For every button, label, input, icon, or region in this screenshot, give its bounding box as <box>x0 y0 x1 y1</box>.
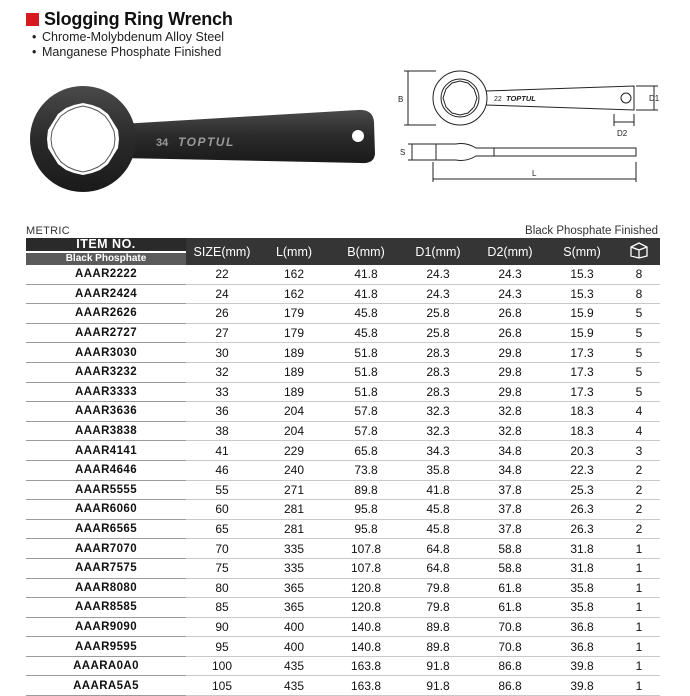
table-cell: 179 <box>258 323 330 343</box>
table-cell: 45.8 <box>402 500 474 520</box>
spec-table <box>26 238 660 696</box>
section-label: METRIC <box>26 225 70 237</box>
table-cell: 27 <box>186 323 258 343</box>
column-header: D2(mm) <box>474 238 546 265</box>
table-cell: 86.8 <box>474 676 546 696</box>
table-cell: 45.8 <box>330 323 402 343</box>
wrench-photo <box>28 84 392 194</box>
table-row <box>26 676 660 696</box>
table-cell: 90 <box>186 617 258 637</box>
table-cell: 89.8 <box>330 480 402 500</box>
table-header <box>26 238 660 265</box>
table-cell: 229 <box>258 441 330 461</box>
table-row <box>26 598 660 618</box>
column-header: D1(mm) <box>402 238 474 265</box>
table-cell: 2 <box>618 500 660 520</box>
table-cell: 5 <box>618 382 660 402</box>
table-cell: 61.8 <box>474 578 546 598</box>
table-cell: 1 <box>618 598 660 618</box>
table-cell: 95 <box>186 637 258 657</box>
table-cell: 29.8 <box>474 362 546 382</box>
table-cell: 24.3 <box>402 284 474 304</box>
dimension-drawing <box>396 62 666 192</box>
table-cell: 58.8 <box>474 539 546 559</box>
table-cell: 1 <box>618 656 660 676</box>
item-number-cell: AAARA0A0 <box>26 656 186 676</box>
table-cell: 140.8 <box>330 637 402 657</box>
item-number-cell: AAAR3030 <box>26 343 186 363</box>
table-cell: 34.3 <box>402 441 474 461</box>
table-cell: 65 <box>186 519 258 539</box>
table-cell: 86.8 <box>474 656 546 676</box>
table-cell: 58.8 <box>474 558 546 578</box>
table-cell: 163.8 <box>330 656 402 676</box>
table-cell: 28.3 <box>402 362 474 382</box>
item-number-cell: AAAR7575 <box>26 558 186 578</box>
table-cell: 4 <box>618 421 660 441</box>
table-row <box>26 362 660 382</box>
table-cell: 34.8 <box>474 441 546 461</box>
table-cell: 60 <box>186 500 258 520</box>
table-row <box>26 421 660 441</box>
table-cell: 73.8 <box>330 460 402 480</box>
drawing-brand-logo: TOPTUL <box>506 94 536 103</box>
table-cell: 64.8 <box>402 558 474 578</box>
table-row <box>26 304 660 324</box>
table-cell: 107.8 <box>330 539 402 559</box>
dim-label-b: B <box>398 95 404 104</box>
table-cell: 2 <box>618 460 660 480</box>
table-cell: 70.8 <box>474 637 546 657</box>
table-cell: 1 <box>618 558 660 578</box>
title-row <box>26 8 233 30</box>
table-cell: 24 <box>186 284 258 304</box>
table-cell: 24.3 <box>402 265 474 284</box>
table-cell: 36.8 <box>546 637 618 657</box>
item-number-cell: AAAR3333 <box>26 382 186 402</box>
table-cell: 120.8 <box>330 578 402 598</box>
item-number-cell: AAAR2727 <box>26 323 186 343</box>
table-cell: 17.3 <box>546 343 618 363</box>
dim-label-l: L <box>532 169 537 178</box>
red-square-icon <box>26 13 39 26</box>
table-cell: 32.3 <box>402 421 474 441</box>
item-no-header: ITEM NO. Black Phosphate <box>26 238 186 265</box>
table-cell: 162 <box>258 265 330 284</box>
table-cell: 28.3 <box>402 382 474 402</box>
table-cell: 335 <box>258 558 330 578</box>
table-cell: 32.8 <box>474 402 546 422</box>
table-cell: 105 <box>186 676 258 696</box>
table-cell: 25.3 <box>546 480 618 500</box>
table-row <box>26 480 660 500</box>
table-cell: 89.8 <box>402 617 474 637</box>
item-number-cell: AAAR7070 <box>26 539 186 559</box>
dim-label-d2: D2 <box>617 129 628 138</box>
finish-label: Black Phosphate Finished <box>525 225 658 237</box>
drawing-size-marking: 22 <box>494 96 502 103</box>
table-cell: 189 <box>258 362 330 382</box>
table-cell: 65.8 <box>330 441 402 461</box>
feature-list <box>32 30 224 60</box>
table-cell: 204 <box>258 421 330 441</box>
table-cell: 240 <box>258 460 330 480</box>
table-row <box>26 558 660 578</box>
table-cell: 26.8 <box>474 304 546 324</box>
table-cell: 36 <box>186 402 258 422</box>
table-cell: 15.9 <box>546 304 618 324</box>
table-cell: 70 <box>186 539 258 559</box>
table-cell: 22 <box>186 265 258 284</box>
dim-label-s: S <box>400 148 406 157</box>
table-cell: 140.8 <box>330 617 402 637</box>
table-cell: 61.8 <box>474 598 546 618</box>
item-number-cell: AAAR4141 <box>26 441 186 461</box>
table-cell: 51.8 <box>330 362 402 382</box>
item-number-cell: AAAR2424 <box>26 284 186 304</box>
table-cell: 24.3 <box>474 265 546 284</box>
table-cell: 37.8 <box>474 519 546 539</box>
photo-size-marking: 34 <box>156 137 169 149</box>
table-cell: 365 <box>258 578 330 598</box>
table-cell: 1 <box>618 617 660 637</box>
item-number-cell: AAAR3838 <box>26 421 186 441</box>
table-row <box>26 500 660 520</box>
table-row <box>26 323 660 343</box>
table-cell: 29.8 <box>474 343 546 363</box>
table-cell: 37.8 <box>474 500 546 520</box>
table-cell: 38 <box>186 421 258 441</box>
table-cell: 15.9 <box>546 323 618 343</box>
table-cell: 120.8 <box>330 598 402 618</box>
table-cell: 18.3 <box>546 402 618 422</box>
table-cell: 400 <box>258 637 330 657</box>
table-cell: 25.8 <box>402 304 474 324</box>
table-row <box>26 284 660 304</box>
table-cell: 4 <box>618 402 660 422</box>
table-cell: 34.8 <box>474 460 546 480</box>
table-row <box>26 519 660 539</box>
table-row <box>26 656 660 676</box>
table-cell: 17.3 <box>546 382 618 402</box>
table-cell: 107.8 <box>330 558 402 578</box>
table-cell: 45.8 <box>330 304 402 324</box>
table-cell: 35.8 <box>402 460 474 480</box>
table-cell: 91.8 <box>402 656 474 676</box>
table-cell: 435 <box>258 656 330 676</box>
table-row <box>26 343 660 363</box>
table-row <box>26 578 660 598</box>
table-row <box>26 539 660 559</box>
table-cell: 37.8 <box>474 480 546 500</box>
table-cell: 28.3 <box>402 343 474 363</box>
table-cell: 57.8 <box>330 421 402 441</box>
item-number-cell: AAAR3232 <box>26 362 186 382</box>
qty-column-header <box>618 238 660 265</box>
table-cell: 281 <box>258 519 330 539</box>
table-cell: 29.8 <box>474 382 546 402</box>
table-cell: 35.8 <box>546 578 618 598</box>
feature-item: • Manganese Phosphate Finished <box>32 45 222 59</box>
table-cell: 15.3 <box>546 265 618 284</box>
table-cell: 85 <box>186 598 258 618</box>
item-number-cell: AAAR8585 <box>26 598 186 618</box>
table-cell: 18.3 <box>546 421 618 441</box>
table-cell: 2 <box>618 480 660 500</box>
table-cell: 179 <box>258 304 330 324</box>
table-cell: 80 <box>186 578 258 598</box>
item-number-cell: AAAR9595 <box>26 637 186 657</box>
table-cell: 8 <box>618 284 660 304</box>
table-cell: 1 <box>618 637 660 657</box>
table-cell: 1 <box>618 578 660 598</box>
table-row <box>26 617 660 637</box>
table-cell: 33 <box>186 382 258 402</box>
table-cell: 89.8 <box>402 637 474 657</box>
table-cell: 22.3 <box>546 460 618 480</box>
table-row <box>26 402 660 422</box>
table-cell: 75 <box>186 558 258 578</box>
table-cell: 30 <box>186 343 258 363</box>
dim-label-d1: D1 <box>649 94 660 103</box>
table-cell: 35.8 <box>546 598 618 618</box>
feature-item: • Chrome-Molybdenum Alloy Steel <box>32 30 225 44</box>
carton-box-icon <box>629 241 649 259</box>
table-cell: 163.8 <box>330 676 402 696</box>
table-cell: 3 <box>618 441 660 461</box>
photo-brand-logo: TOPTUL <box>178 135 235 149</box>
table-cell: 31.8 <box>546 558 618 578</box>
item-number-cell: AAAR6565 <box>26 519 186 539</box>
table-cell: 41 <box>186 441 258 461</box>
table-cell: 162 <box>258 284 330 304</box>
table-cell: 41.8 <box>330 284 402 304</box>
table-cell: 79.8 <box>402 598 474 618</box>
table-cell: 2 <box>618 519 660 539</box>
table-cell: 365 <box>258 598 330 618</box>
item-number-cell: AAAR2626 <box>26 304 186 324</box>
table-cell: 26 <box>186 304 258 324</box>
table-cell: 8 <box>618 265 660 284</box>
table-cell: 189 <box>258 343 330 363</box>
table-cell: 45.8 <box>402 519 474 539</box>
table-cell: 5 <box>618 362 660 382</box>
table-cell: 24.3 <box>474 284 546 304</box>
column-header: S(mm) <box>546 238 618 265</box>
table-cell: 91.8 <box>402 676 474 696</box>
table-cell: 41.8 <box>330 265 402 284</box>
table-cell: 55 <box>186 480 258 500</box>
table-cell: 25.8 <box>402 323 474 343</box>
table-cell: 335 <box>258 539 330 559</box>
table-cell: 32.3 <box>402 402 474 422</box>
column-header: B(mm) <box>330 238 402 265</box>
table-cell: 26.3 <box>546 500 618 520</box>
table-cell: 189 <box>258 382 330 402</box>
item-number-cell: AAAR4646 <box>26 460 186 480</box>
table-cell: 1 <box>618 676 660 696</box>
item-number-cell: AAARA5A5 <box>26 676 186 696</box>
table-cell: 26.8 <box>474 323 546 343</box>
table-cell: 70.8 <box>474 617 546 637</box>
table-cell: 5 <box>618 343 660 363</box>
table-cell: 204 <box>258 402 330 422</box>
page-title: Slogging Ring Wrench <box>44 8 233 29</box>
table-cell: 95.8 <box>330 519 402 539</box>
table-row <box>26 460 660 480</box>
item-number-cell: AAAR3636 <box>26 402 186 422</box>
column-header: L(mm) <box>258 238 330 265</box>
table-row <box>26 265 660 284</box>
item-number-cell: AAAR5555 <box>26 480 186 500</box>
table-cell: 79.8 <box>402 578 474 598</box>
table-cell: 17.3 <box>546 362 618 382</box>
table-cell: 51.8 <box>330 343 402 363</box>
table-cell: 435 <box>258 676 330 696</box>
item-number-cell: AAAR6060 <box>26 500 186 520</box>
table-cell: 5 <box>618 304 660 324</box>
item-number-cell: AAAR9090 <box>26 617 186 637</box>
table-cell: 31.8 <box>546 539 618 559</box>
table-cell: 46 <box>186 460 258 480</box>
table-cell: 39.8 <box>546 656 618 676</box>
item-number-cell: AAAR2222 <box>26 265 186 284</box>
table-cell: 20.3 <box>546 441 618 461</box>
table-cell: 39.8 <box>546 676 618 696</box>
table-cell: 57.8 <box>330 402 402 422</box>
table-cell: 32 <box>186 362 258 382</box>
table-cell: 1 <box>618 539 660 559</box>
table-cell: 36.8 <box>546 617 618 637</box>
column-header: SIZE(mm) <box>186 238 258 265</box>
table-cell: 64.8 <box>402 539 474 559</box>
table-cell: 15.3 <box>546 284 618 304</box>
table-row <box>26 637 660 657</box>
table-cell: 100 <box>186 656 258 676</box>
table-row <box>26 382 660 402</box>
table-cell: 95.8 <box>330 500 402 520</box>
table-cell: 271 <box>258 480 330 500</box>
table-cell: 400 <box>258 617 330 637</box>
item-number-cell: AAAR8080 <box>26 578 186 598</box>
table-cell: 32.8 <box>474 421 546 441</box>
table-cell: 26.3 <box>546 519 618 539</box>
table-cell: 51.8 <box>330 382 402 402</box>
table-cell: 281 <box>258 500 330 520</box>
table-row <box>26 441 660 461</box>
table-cell: 41.8 <box>402 480 474 500</box>
table-cell: 5 <box>618 323 660 343</box>
